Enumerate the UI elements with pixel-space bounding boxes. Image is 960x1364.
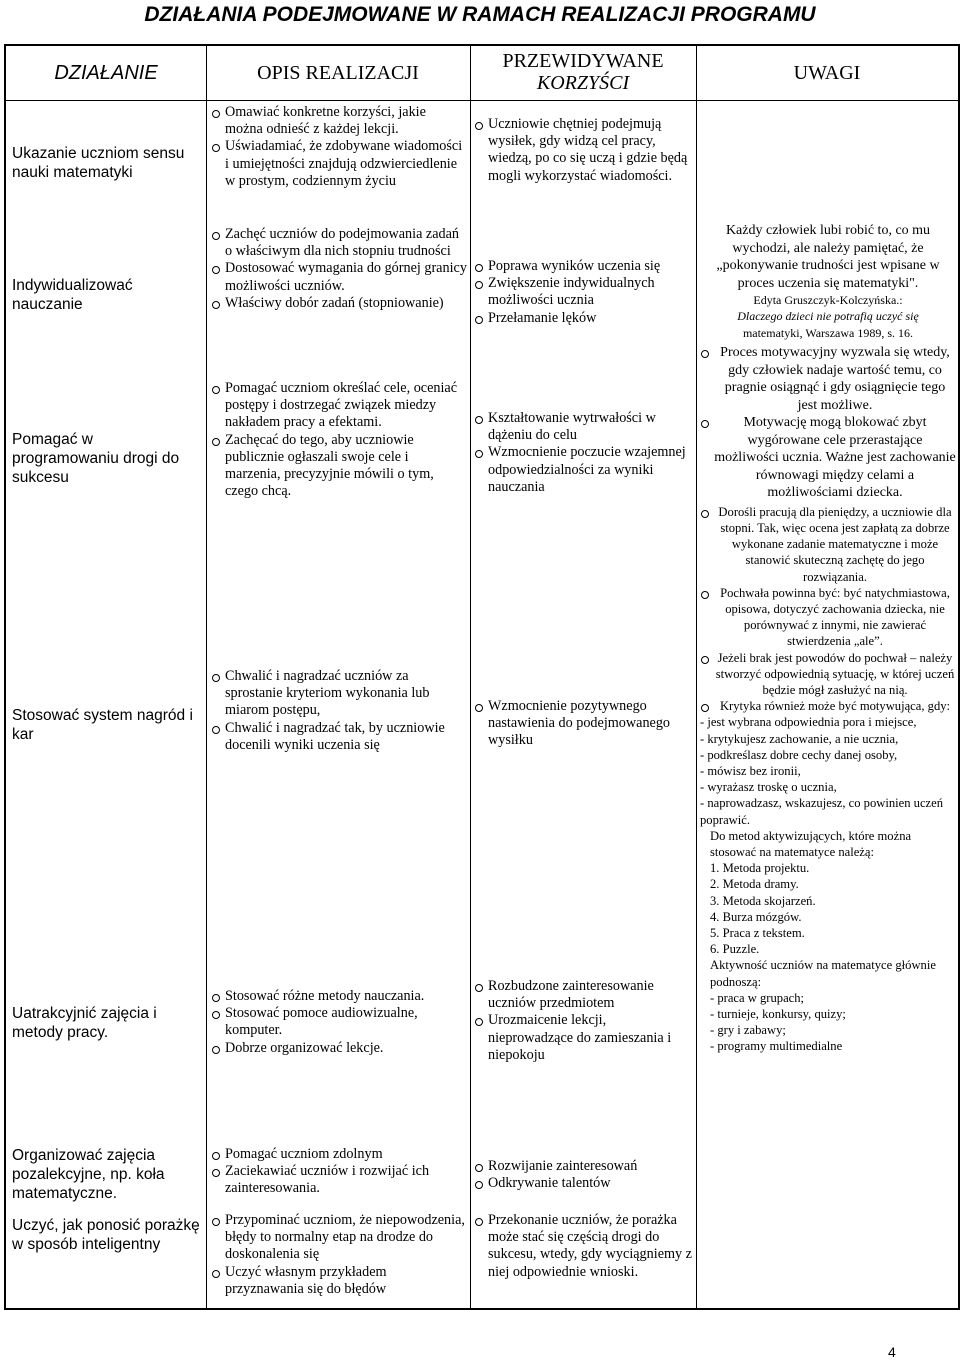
list-item: Pomagać uczniom określać cele, oceniać postępy i dostrzegać związek miedzy nakładem pracy a efektami.: [211, 380, 467, 432]
list-item: Rozbudzone zainteresowanie uczniów przedmiotem: [474, 978, 692, 1012]
list-item: Właściwy dobór zadań (stopniowanie): [211, 295, 467, 312]
list-item: Jeżeli brak jest powodów do pochwał – należy stworzyć odpowiednią sytuację, w której uczeń będzie mógł zasłużyć na nią.: [700, 650, 956, 699]
opis-row-4: [211, 668, 467, 754]
list-item: Stosować pomoce audiowizualne, komputer.: [211, 1005, 467, 1039]
quote-author: Edyta Gruszczyk-Kolczyńska.:: [753, 293, 903, 307]
list-item: Kształtowanie wytrwałości w dążeniu do celu: [474, 410, 692, 444]
header-dzialanie: DZIAŁANIE: [54, 62, 158, 84]
action-zajecia-pozalekcyjne: Organizować zajęcia pozalekcyjne, np. koła matematyczne.: [12, 1147, 165, 1202]
list-item: Proces motywacyjny wyzwala się wtedy, gdy człowiek nadaje wartość temu, co pragnie osiągnąć i gdy osiągnięcie tego jest możliwe.: [700, 344, 956, 414]
list-item: Chwalić i nagradzać tak, by uczniowie docenili wyniki uczenia się: [211, 720, 467, 754]
column-divider: [470, 46, 471, 1308]
quote-source: matematyki, Warszawa 1989, s. 16.: [742, 325, 914, 340]
list-item: 2. Metoda dramy.: [710, 877, 799, 892]
aktywnosc-intro: Aktywność uczniów na matematyce głównie podnoszą:: [710, 958, 936, 989]
header-korzysci: [470, 50, 696, 94]
metody-block: [700, 828, 956, 1055]
opis-row-5: [211, 988, 467, 1057]
list-item: Motywację mogą blokować zbyt wygórowane cele przerastające możliwości ucznia. Ważne jest zachowanie równowagi między celami a możliwościami dziecka.: [700, 414, 956, 502]
list-item: Zachęcać do tego, aby uczniowie publicznie ogłaszali swoje cele i marzenia, precyzyjnie mówili o tym, czego chcą.: [211, 432, 467, 501]
list-item: - gry i zabawy;: [710, 1023, 786, 1038]
list-item: - wyrażasz troskę o ucznia,: [700, 780, 837, 795]
header-korzysci-line2: KORZYŚCI: [536, 72, 630, 94]
action-nagrody-kary: Stosować system nagród i kar: [12, 707, 193, 743]
header-uwagi: UWAGI: [793, 62, 861, 84]
list-item: Zachęć uczniów do podejmowania zadań o właściwym dla nich stopniu trudności: [211, 226, 467, 260]
list-item: Poprawa wyników uczenia się: [474, 258, 692, 275]
list-item: 6. Puzzle.: [710, 942, 760, 957]
header-opis: OPIS REALIZACJI: [257, 62, 419, 84]
list-item: Przypominać uczniom, że niepowodzenia, błędy to normalny etap na drodze do doskonalenia się: [211, 1212, 467, 1264]
quote-book: Dlaczego dzieci nie potrafią uczyć się: [737, 309, 919, 324]
list-item: Odkrywanie talentów: [474, 1175, 692, 1192]
opis-row-3: [211, 380, 467, 500]
list-item: Dobrze organizować lekcje.: [211, 1040, 467, 1057]
list-item: - krytykujesz zachowanie, a nie ucznia,: [700, 731, 899, 746]
list-item: - naprowadzasz, wskazujesz, co powinien uczeń poprawić.: [700, 796, 944, 827]
list-item: Pochwała powinna być: być natychmiastowa, opisowa, dotyczyć zachowania dziecka, nie porównywać z innymi, nie zawierać stwierdzenia „ale”.: [700, 585, 956, 650]
header-korzysci-line1: PRZEWIDYWANE: [502, 50, 664, 72]
list-item: Omawiać konkretne korzyści, jakie można odnieść z każdej lekcji.: [211, 104, 467, 138]
list-item: 4. Burza mózgów.: [710, 909, 802, 924]
page-title: DZIAŁANIA PODEJMOWANE W RAMACH REALIZACJI PROGRAMU: [144, 3, 816, 26]
opis-row-2: [211, 226, 467, 312]
list-item: Pomagać uczniom zdolnym: [211, 1146, 467, 1163]
list-item: Uczyć własnym przykładem przyznawania się do błędów: [211, 1264, 467, 1298]
list-item: Zaciekawiać uczniów i rozwijać ich zainteresowania.: [211, 1163, 467, 1197]
list-item: Chwalić i nagradzać uczniów za sprostanie kryteriom wykonania lub miarom postępu,: [211, 668, 467, 720]
list-item: Rozwijanie zainteresowań: [474, 1158, 692, 1175]
list-item: Stosować różne metody nauczania.: [211, 988, 467, 1005]
header-divider: [6, 100, 958, 101]
list-item: Dostosować wymagania do górnej granicy możliwości uczniów.: [211, 260, 467, 294]
action-sens: Ukazanie uczniom sensu nauki matematyki: [12, 145, 185, 181]
korzysci-row-6: [474, 1158, 692, 1192]
korzysci-row-2: [474, 258, 692, 327]
korzysci-row-1: [474, 116, 692, 185]
list-item: Uświadamiać, że zdobywane wiadomości i umiejętności znajdują odzwierciedlenie w prostym, codziennym życiu: [211, 138, 467, 190]
korzysci-row-5: [474, 978, 692, 1064]
metody-intro: Do metod aktywizujących, które można stosować na matematyce należą:: [710, 828, 912, 859]
list-item: - programy multimedialne: [710, 1039, 843, 1054]
quote: Każdy człowiek lubi robić to, co mu wychodzi, ale należy pamiętać, że „pokonywanie trudności jest wpisane w proces uczenia się matematyki".: [716, 223, 940, 291]
action-droga-sukcesu: Pomagać w programowaniu drogi do sukcesu: [12, 431, 180, 486]
korzysci-row-4: [474, 698, 692, 750]
list-item: 1. Metoda projektu.: [710, 861, 810, 876]
list-item: - jest wybrana odpowiednia pora i miejsce,: [700, 715, 917, 730]
opis-row-7: [211, 1212, 467, 1298]
page-number: 4: [888, 1344, 896, 1360]
list-item: Uczniowie chętniej podejmują wysiłek, gdy widzą cel pracy, wiedzą, po co się uczą i gdzie będą mogli wykorzystać wiadomości.: [474, 116, 692, 185]
list-item: Zwiększenie indywidualnych możliwości ucznia: [474, 275, 692, 309]
program-table: [4, 44, 960, 1310]
list-item: - podkreślasz dobre cechy danej osoby,: [700, 747, 898, 762]
list-item: Przekonanie uczniów, że porażka może stać się częścią drogi do sukcesu, wtedy, gdy wyciągniemy z niej odpowiednie wnioski.: [474, 1212, 694, 1281]
action-uatrakcyjnic: Uatrakcyjnić zajęcia i metody pracy.: [12, 1005, 157, 1041]
action-porazka: Uczyć, jak ponosić porażkę w sposób inteligentny: [12, 1217, 200, 1253]
korzysci-row-7: [474, 1212, 694, 1281]
uwagi-content: [700, 222, 956, 1055]
opis-row-1: [211, 104, 467, 190]
list-item: 5. Praca z tekstem.: [710, 926, 805, 940]
krytyka-list: [700, 714, 956, 827]
list-item: Urozmaicenie lekcji, nieprowadzące do zamieszania i niepokoju: [474, 1012, 692, 1064]
list-item: - turnieje, konkursy, quizy;: [710, 1007, 846, 1022]
column-divider: [206, 46, 207, 1308]
list-item: 3. Metoda skojarzeń.: [710, 893, 816, 908]
opis-row-6: [211, 1146, 467, 1198]
list-item: Wzmocnienie poczucie wzajemnej odpowiedzialności za wyniki nauczania: [474, 444, 692, 496]
list-item: Wzmocnienie pozytywnego nastawienia do podejmowanego wysiłku: [474, 698, 692, 750]
list-item: Krytyka również może być motywująca, gdy:: [700, 698, 956, 714]
action-indywidualizacja: Indywidualizować nauczanie: [12, 277, 133, 313]
list-item: Przełamanie lęków: [474, 310, 692, 327]
list-item: - mówisz bez ironii,: [700, 763, 801, 778]
korzysci-row-3: [474, 410, 692, 496]
list-item: - praca w grupach;: [710, 990, 805, 1005]
list-item: Dorośli pracują dla pieniędzy, a uczniowie dla stopni. Tak, więc ocena jest zapłatą za dobrze wykonane zadanie matematyczne i może stanowić skuteczną zachętę do jego rozwiązania.: [700, 504, 956, 585]
column-divider: [696, 46, 697, 1308]
